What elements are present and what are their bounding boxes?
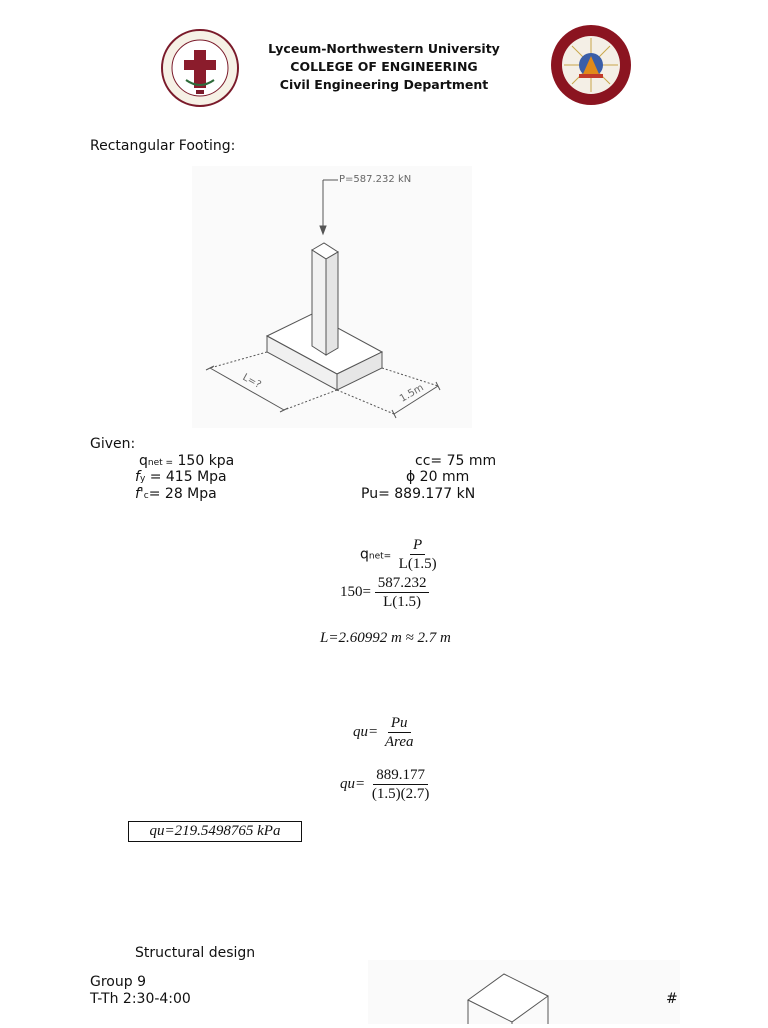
length-label: L=? [240, 372, 263, 391]
given-qnet: qnet = 150 kpa [139, 453, 235, 469]
block-figure [368, 960, 680, 1024]
footer-page-mark: # [666, 991, 678, 1007]
department-name: Civil Engineering Department [279, 77, 489, 92]
given-phi: ϕ 20 mm [406, 469, 470, 485]
eq1-denominator: L(1.5) [398, 556, 437, 572]
college-name: COLLEGE OF ENGINEERING [290, 59, 478, 74]
right-logo [550, 24, 632, 106]
eq4-numerator: Pu [388, 714, 411, 733]
equation-length: L=2.60992 m ≈ 2.7 m [320, 630, 451, 646]
given-label: Given: [90, 436, 136, 452]
result-box [128, 821, 302, 842]
eq4-denominator: Area [384, 734, 414, 750]
given-fy: fy = 415 Mpa [135, 469, 227, 485]
university-name: Lyceum-Northwestern University [268, 41, 500, 56]
eq5-denominator: (1.5)(2.7) [371, 786, 430, 802]
footing-figure [192, 166, 472, 428]
given-pu: Pu= 889.177 kN [361, 486, 476, 502]
section-title: Rectangular Footing: [90, 138, 236, 154]
equation-qu-values: qu= $\frac{889.177}{(1.5)(2.7)}$ [340, 766, 432, 803]
footer-schedule: T-Th 2:30-4:00 [90, 991, 191, 1007]
structural-design-title: Structural design [135, 945, 256, 961]
eq5-numerator: 889.177 [373, 766, 428, 785]
left-logo [160, 28, 240, 108]
eq2-denominator: L(1.5) [383, 594, 422, 610]
result-text: qu=219.5498765 kPa [149, 823, 281, 839]
width-label: 1.5m [397, 382, 426, 405]
eq1-numerator: P [410, 536, 425, 555]
equation-150: 150= $\frac{587.232}{L(1.5)}$ [340, 574, 429, 611]
given-fc: f'c= 28 Mpa [135, 486, 217, 502]
given-cc: cc= 75 mm [415, 453, 497, 469]
eq2-numerator: 587.232 [375, 574, 430, 593]
footer-group: Group 9 [90, 974, 146, 990]
load-label: P=587.232 kN [339, 174, 412, 185]
equation-qu-def: qu= $\frac{Pu}{\text{Area}}$ [353, 714, 416, 751]
equation-qnet: qnet= $\frac{P}{L(1.5)}$ [360, 536, 440, 573]
